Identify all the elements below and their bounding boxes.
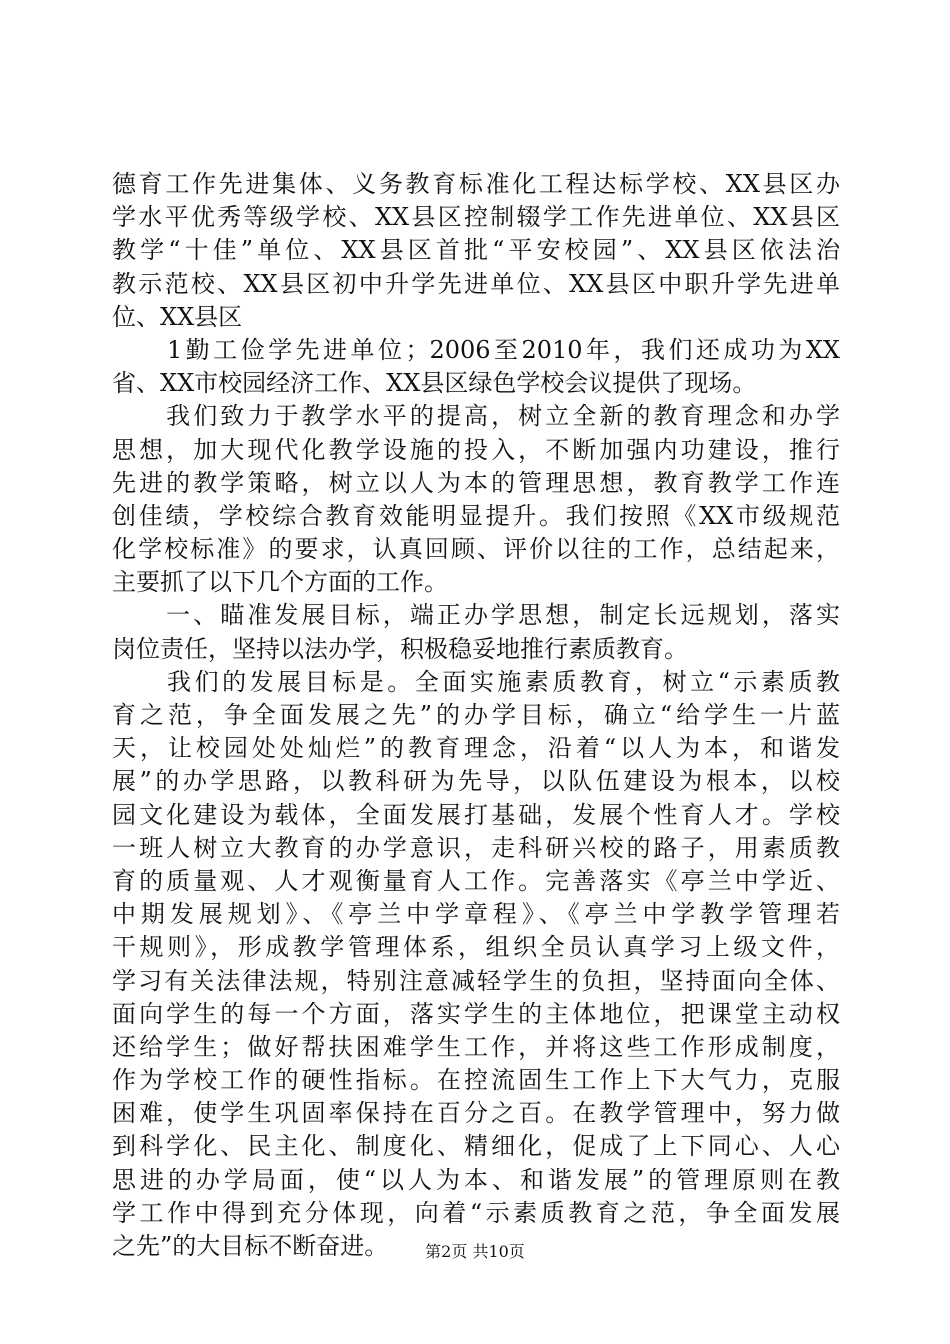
body-text-line: 教学“十佳”单位、XX县区首批“平安校园”、XX县区依法治 — [112, 236, 840, 265]
body-text-line: 育的质量观、人才观衡量育人工作。完善落实《亭兰中学近、 — [112, 866, 840, 895]
body-text-line: 之先”的大目标不断奋进。 — [112, 1232, 389, 1260]
body-text-line: 1勤工俭学先进单位；2006至2010年，我们还成功为XX — [112, 335, 840, 364]
body-text-line: 学水平优秀等级学校、XX县区控制辍学工作先进单位、XX县区 — [112, 203, 840, 232]
body-text-line: 省、XX市校园经济工作、XX县区绿色学校会议提供了现场。 — [112, 369, 757, 398]
body-text-line: 创佳绩，学校综合教育效能明显提升。我们按照《XX市级规范 — [112, 501, 840, 530]
body-text-line: 化学校标准》的要求，认真回顾、评价以往的工作，总结起来， — [112, 535, 840, 564]
body-text-line: 到科学化、民主化、制度化、精细化，促成了上下同心、人心 — [112, 1132, 840, 1161]
body-text-line: 主要抓了以下几个方面的工作。 — [112, 568, 448, 597]
body-text-line: 面向学生的每一个方面，落实学生的主体地位，把课堂主动权 — [112, 999, 840, 1028]
body-text-line: 一、瞄准发展目标，端正办学思想，制定长远规划，落实 — [112, 601, 840, 630]
body-text-line: 还给学生；做好帮扶困难学生工作，并将这些工作形成制度， — [112, 1032, 840, 1061]
body-text-line: 困难，使学生巩固率保持在百分之百。在教学管理中，努力做 — [112, 1099, 840, 1128]
body-text-line: 学习有关法律法规，特别注意减轻学生的负担，坚持面向全体、 — [112, 966, 840, 995]
body-text-line: 德育工作先进集体、义务教育标准化工程达标学校、XX县区办 — [112, 170, 840, 198]
body-text-line: 思进的办学局面，使“以人为本、和谐发展”的管理原则在教 — [112, 1165, 840, 1194]
document-body — [112, 168, 840, 1263]
body-text-line: 教示范校、XX县区初中升学先进单位、XX县区中职升学先进单 — [112, 269, 840, 298]
body-text-line: 园文化建设为载体，全面发展打基础，发展个性育人才。学校 — [112, 800, 840, 829]
body-text-line: 学工作中得到充分体现，向着“示素质教育之范，争全面发展 — [112, 1198, 840, 1227]
body-text-line: 作为学校工作的硬性指标。在控流固生工作上下大气力，克服 — [112, 1066, 840, 1095]
body-text-line: 我们致力于教学水平的提高，树立全新的教育理念和办学 — [112, 402, 840, 431]
body-text-line: 中期发展规划》、《亭兰中学章程》、《亭兰中学教学管理若 — [112, 900, 840, 929]
body-text-line: 岗位责任，坚持以法办学，积极稳妥地推行素质教育。 — [112, 634, 688, 663]
body-text-line: 天，让校园处处灿烂”的教育理念，沿着“以人为本，和谐发 — [112, 734, 840, 763]
body-text-line: 一班人树立大教育的办学意识，走科研兴校的路子，用素质教 — [112, 833, 840, 862]
body-text-line: 展”的办学思路，以教科研为先导，以队伍建设为根本，以校 — [112, 767, 840, 796]
body-text-line: 思想，加大现代化教学设施的投入，不断加强内功建设，推行 — [112, 435, 840, 464]
body-text-line: 育之范，争全面发展之先”的办学目标，确立“给学生一片蓝 — [112, 701, 840, 729]
body-text-line: 干规则》，形成教学管理体系，组织全员认真学习上级文件， — [112, 933, 840, 962]
body-text-line: 先进的教学策略，树立以人为本的管理思想，教育教学工作连 — [112, 468, 840, 497]
body-text-line: 我们的发展目标是。全面实施素质教育，树立“示素质教 — [112, 667, 840, 696]
body-text-line: 位、XX县区 — [112, 302, 243, 331]
page-footer: 第2页 共10页 — [425, 1242, 525, 1261]
